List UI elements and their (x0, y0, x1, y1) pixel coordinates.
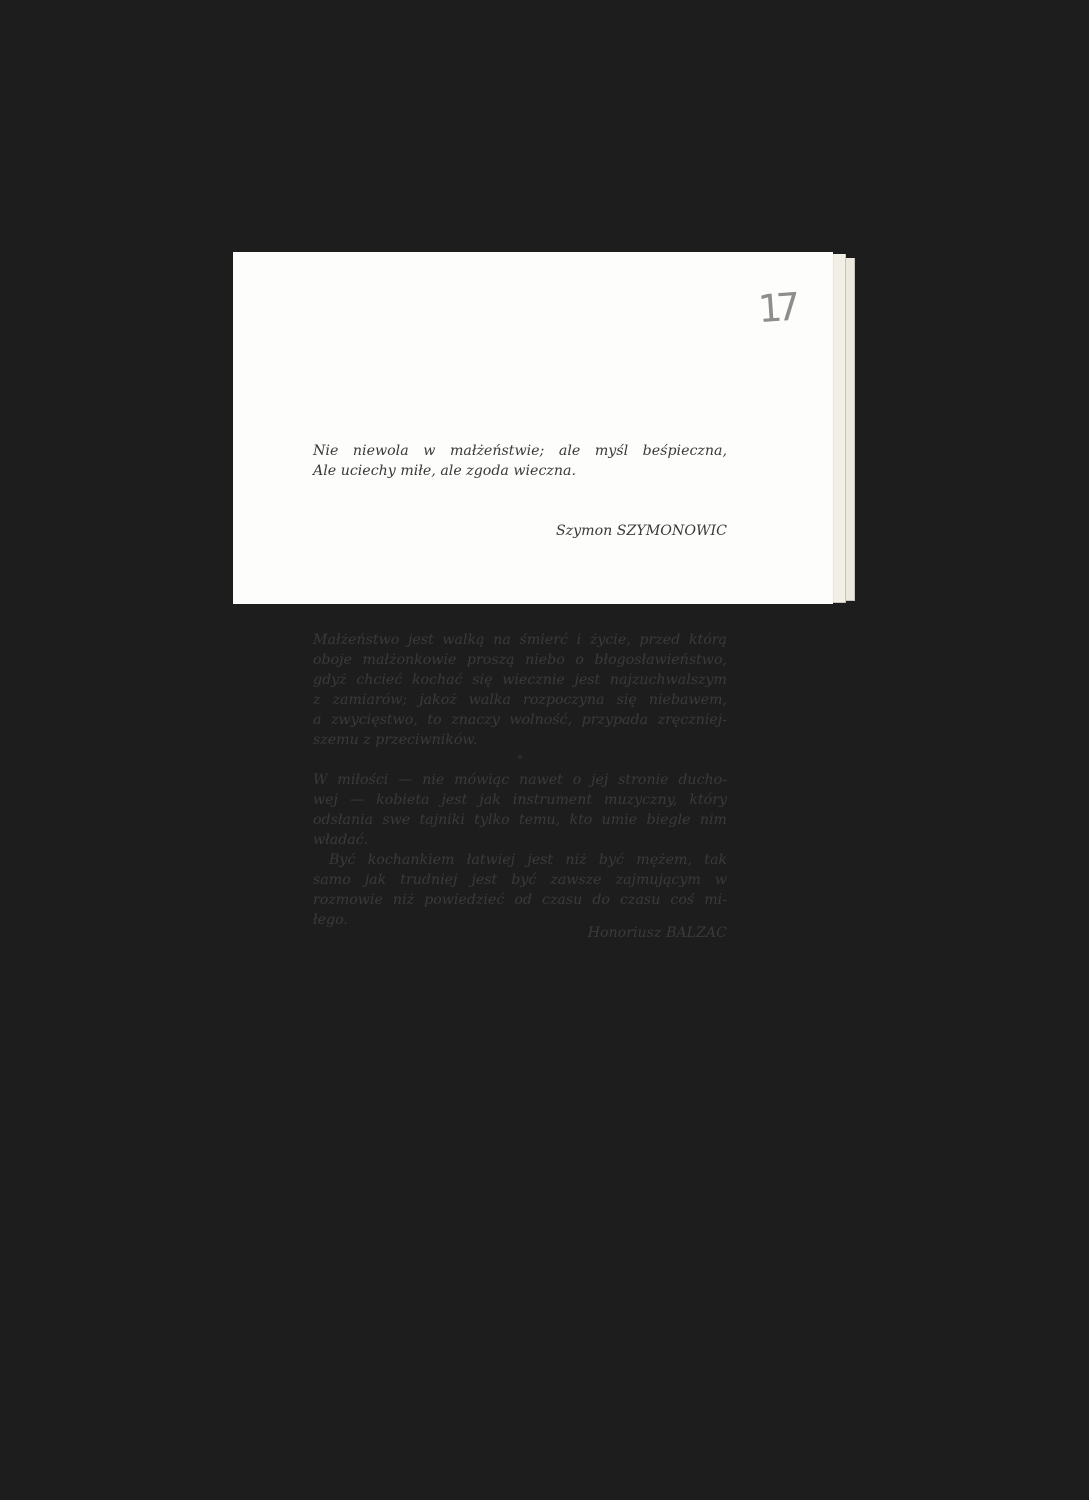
text-line: wej — kobieta jest jak instrument muzyczny, który (313, 792, 727, 808)
paper-page (233, 252, 833, 604)
text-line: Być kochankiem łatwiej jest niż być mężem, tak (329, 852, 727, 868)
author-szymonowic: Szymon SZYMONOWIC (555, 523, 727, 539)
text-line: z zamiarów; jakoż walka rozpoczyna się niebawem, (313, 692, 727, 708)
text-line: rozmowie niż powiedzieć od czasu do czasu coś mi- (313, 892, 727, 908)
text-line: gdyż chcieć kochać się wiecznie jest najzuchwalszym (313, 672, 727, 688)
text-line: a zwycięstwo, to znaczy wolność, przypada zręczniej- (313, 712, 727, 728)
text-line: oboje małżonkowie proszą niebo o błogosławieństwo, (313, 652, 727, 668)
quote-szymonowic (313, 441, 727, 481)
balzac-paragraph-2 (313, 770, 727, 930)
text-line: władać. (313, 832, 369, 848)
verse-line: Ale uciechy miłe, ale zgoda wieczna. (313, 463, 576, 479)
text-line: łego. (313, 912, 348, 928)
text-line: samo jak trudniej jest być zawsze zajmującym w (313, 872, 727, 888)
text-line: odsłania swe tajniki tylko temu, kto umie biegle nim (313, 812, 727, 828)
author-balzac: Honoriusz BALZAC (587, 925, 727, 941)
verse-line: Nie niewola w małżeństwie; ale myśl beśpieczna, (313, 443, 727, 459)
text-line: Małżeństwo jest walką na śmierć i życie, przed którą (313, 632, 727, 648)
text-line: W miłości — nie mówiąc nawet o jej stronie ducho- (313, 772, 727, 788)
handwritten-page-number: 17 (756, 284, 796, 332)
balzac-paragraph-3 (313, 850, 727, 930)
balzac-paragraph-1 (313, 630, 727, 750)
separator-asterisk: * (517, 752, 523, 766)
text-line: szemu z przeciwników. (313, 732, 478, 748)
